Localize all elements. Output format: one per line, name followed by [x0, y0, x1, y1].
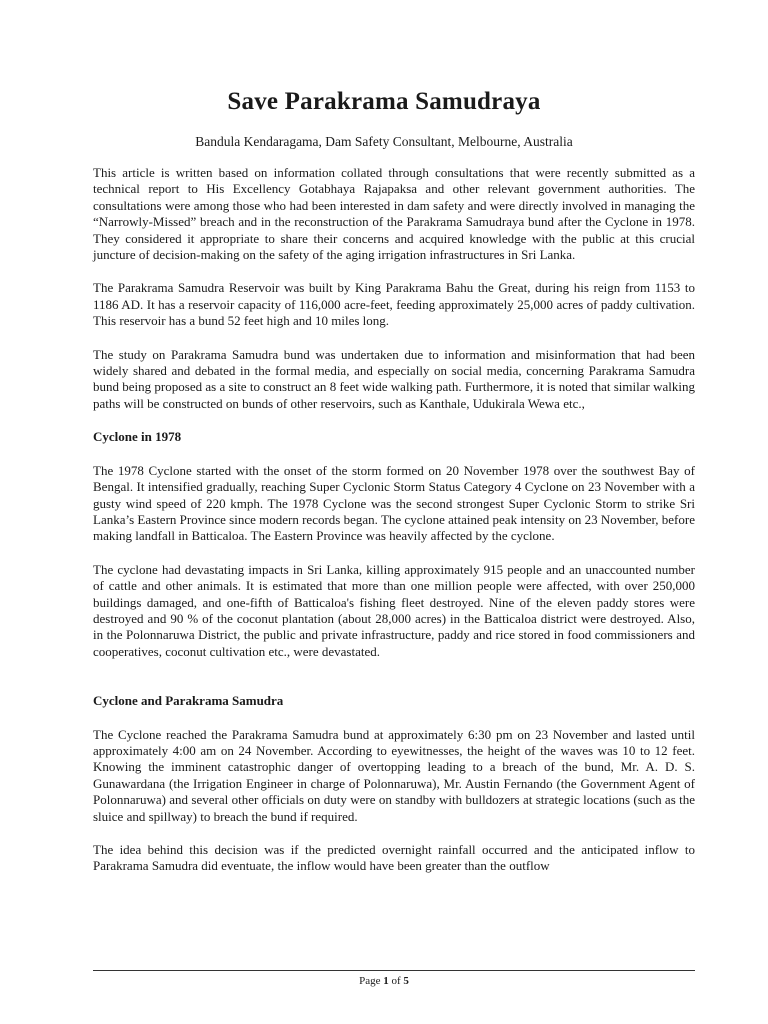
page-label: Page [359, 975, 384, 987]
paragraph-idea: The idea behind this decision was if the predicted overnight rainfall occurred and the anticipated inflow to Parakrama Samudra did eventuate, the inflow would have been greater than the outflow [93, 842, 695, 874]
footer-divider [93, 970, 695, 971]
paragraph-reservoir: The Parakrama Samudra Reservoir was built by King Parakrama Bahu the Great, during his reign from 1153 to 1186 AD. It has a reservoir capacity of 116,000 acre-feet, feeding approximately 25,000 acres of paddy cultivation. This reservoir has a bund 52 feet high and 10 miles long. [93, 280, 695, 329]
paragraph-bund-reached: The Cyclone reached the Parakrama Samudra bund at approximately 6:30 pm on 23 November and lasted until approximately 4:00 am on 24 November. According to eyewitnesses, the height of the waves was 10 to 12 feet. Knowing the imminent catastrophic danger of overtopping leading to a breach of the bund, Mr. A. D. S. Gunawardana (the Irrigation Engineer in charge of Polonnaruwa), Mr. Austin Fernando (the Government Agent of Polonnaruwa) and several other officials on duty were on standby with bulldozers at strategic locations (such as the sluice and spillway) to breach the bund if required. [93, 726, 695, 824]
page-number-footer [0, 975, 768, 987]
heading-cyclone-and-samudra: Cyclone and Parakrama Samudra [93, 693, 284, 709]
paragraph-study: The study on Parakrama Samudra bund was undertaken due to information and misinformation that had been widely shared and debated in the formal media, and especially on social media, concerning Parakrama Samudra bund being proposed as a site to construct an 8 feet wide walking path. Furthermore, it is noted that similar walking paths will be constructed on bunds of other reservoirs, such as Kanthale, Udukirala Wewa etc., [93, 346, 695, 411]
page-current: 1 [383, 975, 389, 987]
author-byline: Bandula Kendaragama, Dam Safety Consultant, Melbourne, Australia [195, 134, 573, 149]
document-title: Save Parakrama Samudraya [227, 88, 541, 115]
paragraph-cyclone-impacts: The cyclone had devastating impacts in Sri Lanka, killing approximately 915 people and an unaccounted number of cattle and other animals. It is estimated that more than one million people were affected, with over 250,000 buildings damaged, and one-fifth of Batticaloa's fishing fleet destroyed. Nine of the eleven paddy stores were destroyed and 90 % of the coconut plantation (about 28,000 acres) in the Batticaloa district were destroyed. Also, in the Polonnaruwa District, the public and private infrastructure, paddy and rice stored in food commissioners and cooperatives, coconut cultivation etc., were devastated. [93, 561, 695, 659]
heading-cyclone-1978: Cyclone in 1978 [93, 429, 182, 445]
page-total: 5 [403, 975, 409, 987]
paragraph-cyclone-onset: The 1978 Cyclone started with the onset of the storm formed on 20 November 1978 over the southwest Bay of Bengal. It intensified gradually, reaching Super Cyclonic Storm Status Category 4 Cyclone on 23 November with a gusty wind speed of 220 kmph. The 1978 Cyclone was the second strongest Super Cyclonic Storm to strike Sri Lanka’s Eastern Province since modern records began. The cyclone attained peak intensity on 23 November, before making landfall in Batticaloa. The Eastern Province was heavily affected by the cyclone. [93, 462, 695, 544]
paragraph-intro: This article is written based on information collated through consultations that were recently submitted as a technical report to His Excellency Gotabhaya Rajapaksa and other relevant government authorities. The consultations were among those who had been interested in dam safety and were directly involved in managing the “Narrowly-Missed” breach and in the reconstruction of the Parakrama Samudraya bund after the Cyclone in 1978. They considered it appropriate to share their concerns and acquired knowledge with the public at this crucial juncture of decision-making on the safety of the aging irrigation infrastructures in Sri Lanka. [93, 165, 695, 263]
page-of-label: of [388, 975, 404, 987]
article-body [93, 165, 695, 892]
